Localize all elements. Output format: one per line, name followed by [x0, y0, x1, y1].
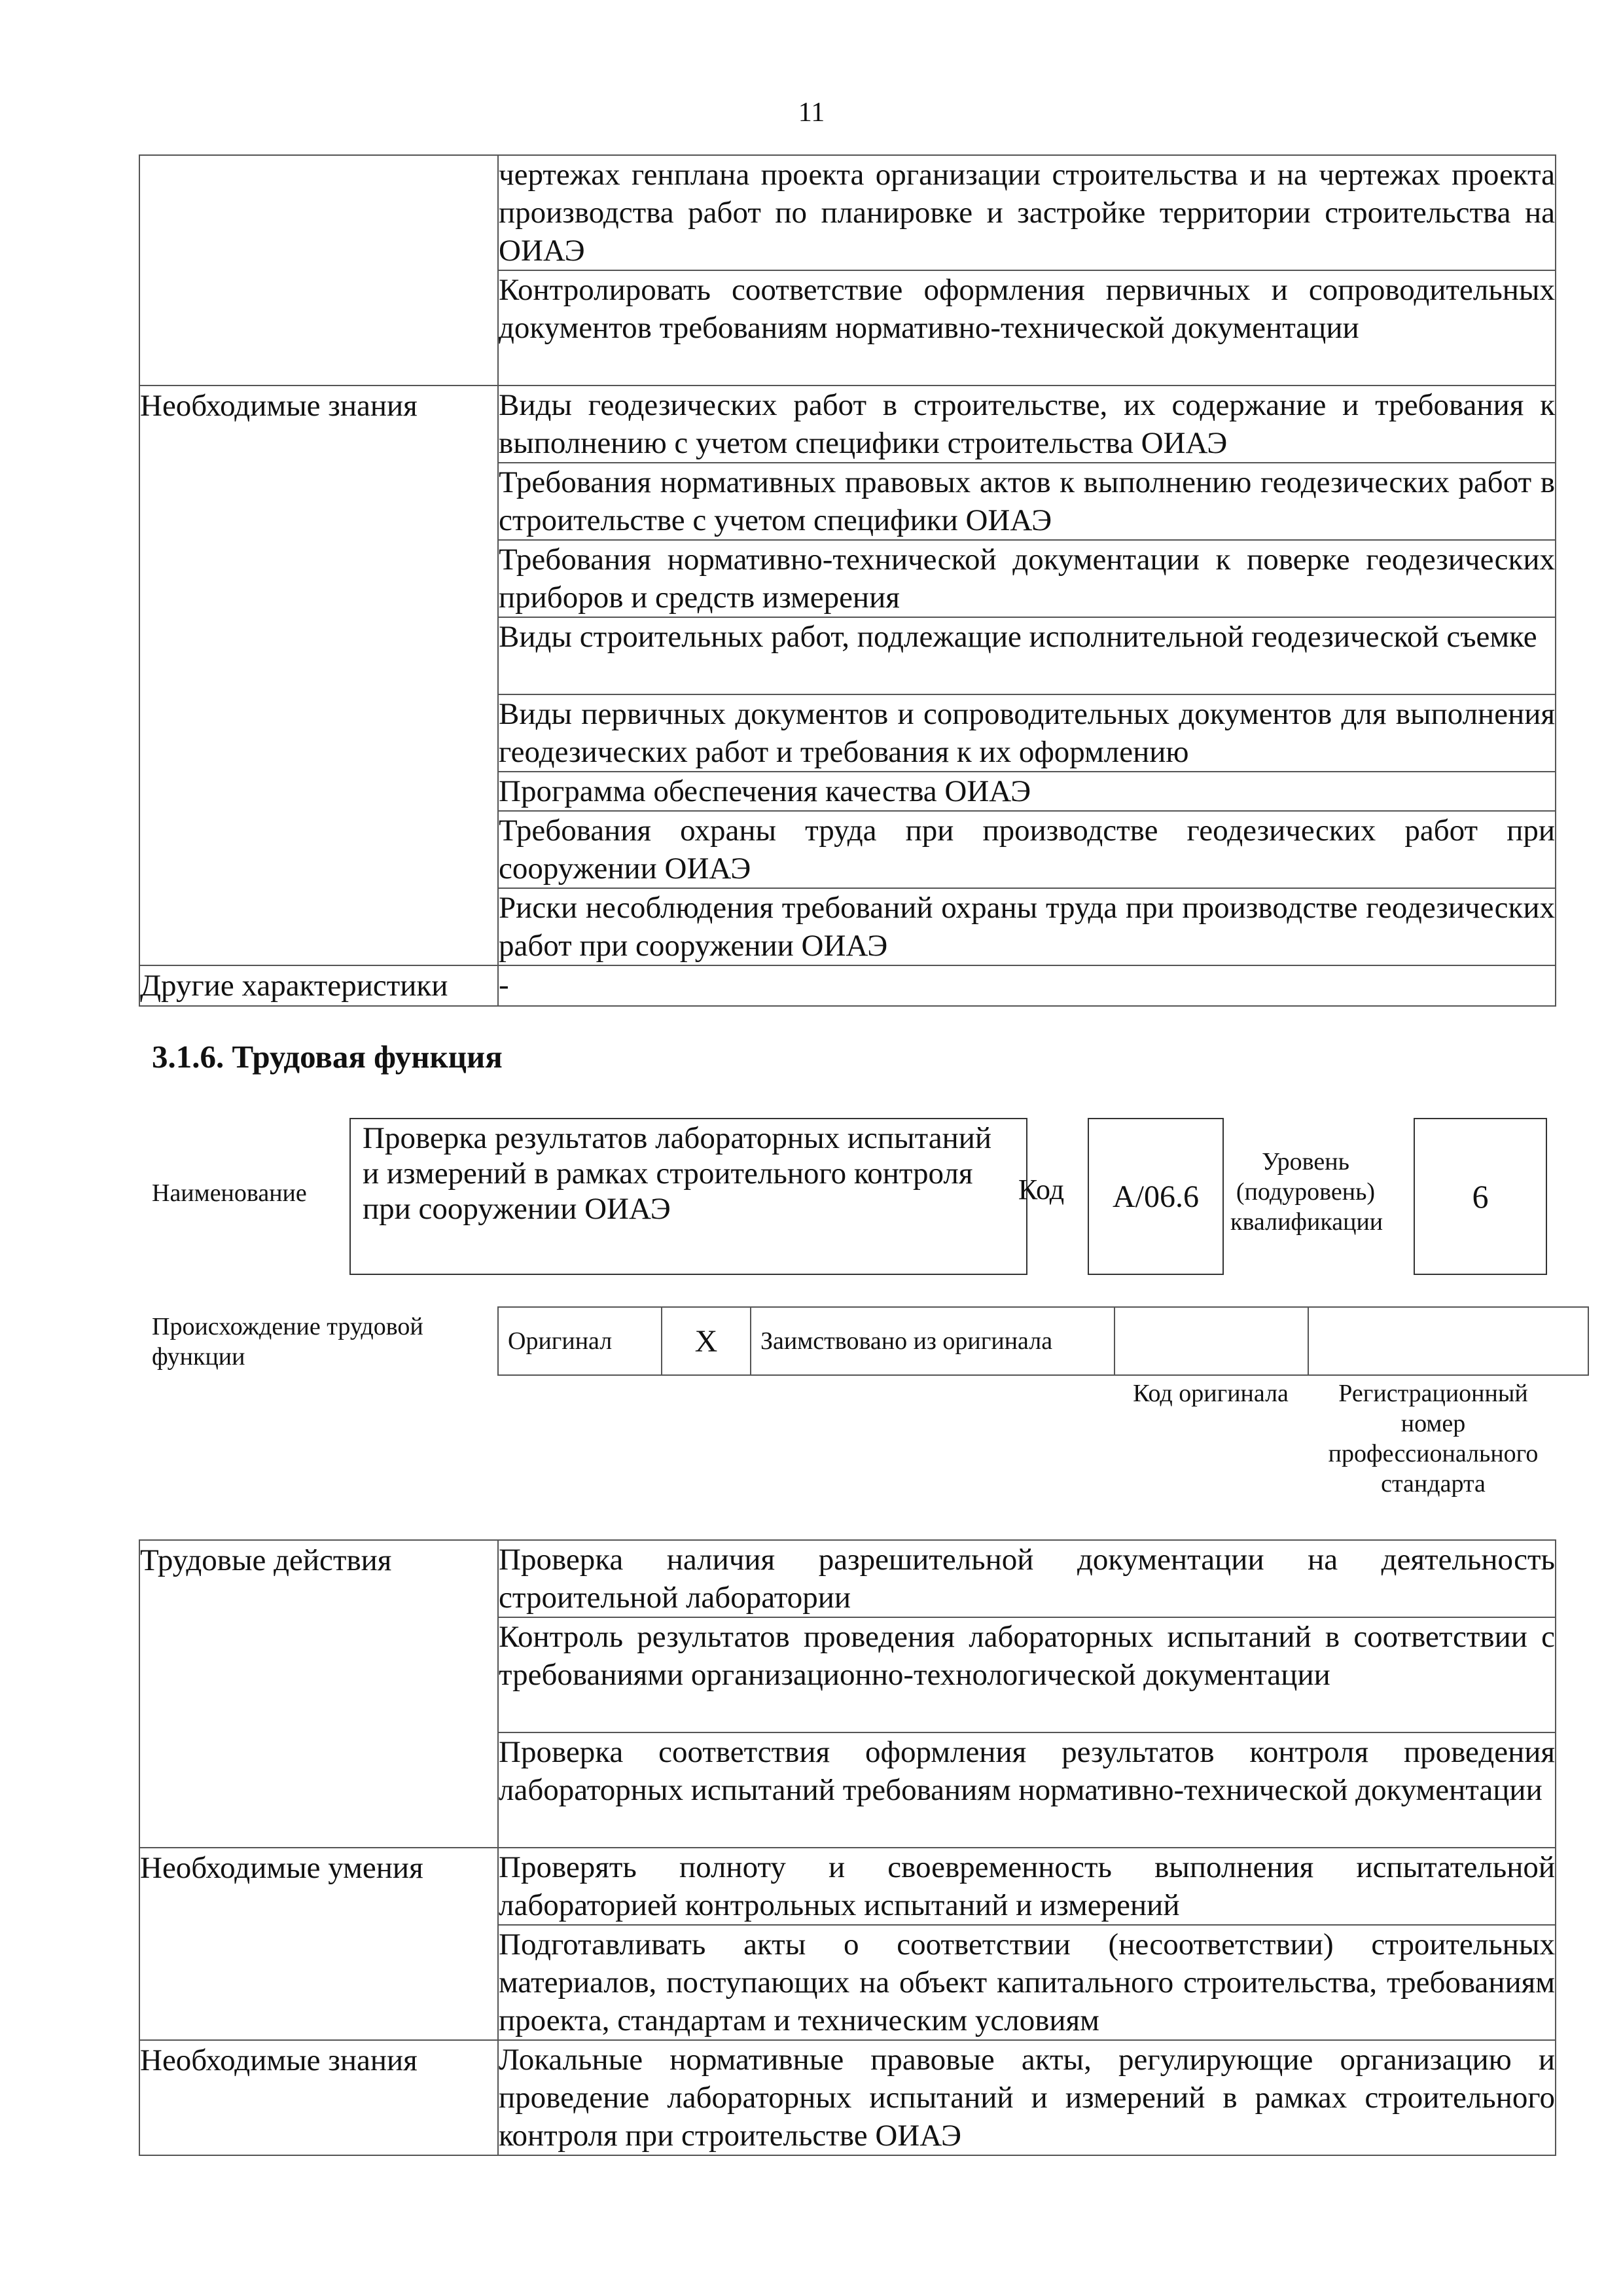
name-label: Наименование: [152, 1179, 307, 1207]
skill-item: Подготавливать акты о соответствии (несоответствии) строительных материалов, поступающих на объект капитального строительства, требованиям проекта, стандартам и техническим условиям: [498, 1925, 1556, 2040]
labor-function-table: [139, 1539, 1556, 2156]
row-label-other: Другие характеристики: [139, 965, 498, 1006]
knowledge-item: Риски несоблюдения требований охраны труда при производстве геодезических работ при сооружении ОИАЭ: [498, 888, 1556, 965]
level-box: 6: [1414, 1118, 1547, 1275]
table-row: [139, 386, 1556, 463]
other-item: -: [498, 965, 1556, 1006]
level-label: Уровень (подуровень) квалификации: [1230, 1148, 1383, 1236]
origin-reg-caption: Регистрационный номер профессионального стандарта: [1328, 1380, 1539, 1498]
table-row: [139, 965, 1556, 1006]
table-row: [498, 1307, 1588, 1375]
origin-code-cell: [1115, 1307, 1308, 1375]
table-row: [139, 1540, 1556, 1617]
requirements-table-continued: [139, 154, 1556, 1007]
knowledge-item: Требования охраны труда при производстве геодезических работ при сооружении ОИАЭ: [498, 811, 1556, 888]
knowledge-item: Виды первичных документов и сопроводительных документов для выполнения геодезических работ и требования к их оформлению: [498, 694, 1556, 772]
origin-reg-cell: [1308, 1307, 1588, 1375]
code-label: Код: [1018, 1174, 1065, 1206]
origin-table: [497, 1306, 1589, 1376]
row-label-actions: Трудовые действия: [139, 1540, 498, 1848]
row-label-skills: Необходимые умения: [139, 1848, 498, 2040]
row-label-empty: [139, 155, 498, 386]
skill-item: чертежах генплана проекта организации строительства и на чертежах проекта производства работ по планировке и застройке территории строительства на ОИАЭ: [498, 155, 1556, 270]
code-box: А/06.6: [1088, 1118, 1224, 1275]
function-name-box: Проверка результатов лабораторных испытаний и измерений в рамках строительного контроля при сооружении ОИАЭ: [349, 1118, 1027, 1275]
row-label-knowledge: Необходимые знания: [139, 2040, 498, 2155]
knowledge-item: Программа обеспечения качества ОИАЭ: [498, 772, 1556, 811]
skill-item: Контролировать соответствие оформления первичных и сопроводительных документов требованиям нормативно-технической документации: [498, 270, 1556, 386]
origin-original-cell: Оригинал: [498, 1307, 662, 1375]
knowledge-item: Локальные нормативные правовые акты, регулирующие организацию и проведение лабораторных испытаний и измерений в рамках строительного контроля при строительстве ОИАЭ: [498, 2040, 1556, 2155]
table-row: [139, 1848, 1556, 1925]
knowledge-item: Требования нормативных правовых актов к выполнению геодезических работ в строительстве с учетом специфики ОИАЭ: [498, 463, 1556, 540]
section-heading: 3.1.6. Трудовая функция: [152, 1039, 503, 1075]
action-item: Контроль результатов проведения лабораторных испытаний в соответствии с требованиями организационно-технологической документации: [498, 1617, 1556, 1732]
skill-item: Проверять полноту и своевременность выполнения испытательной лабораторией контрольных испытаний и измерений: [498, 1848, 1556, 1925]
origin-borrowed-cell: Заимствовано из оригинала: [751, 1307, 1115, 1375]
knowledge-item: Виды геодезических работ в строительстве, их содержание и требования к выполнению с учетом специфики строительства ОИАЭ: [498, 386, 1556, 463]
action-item: Проверка соответствия оформления результатов контроля проведения лабораторных испытаний требованиям нормативно-технической документации: [498, 1732, 1556, 1848]
origin-mark-cell: X: [662, 1307, 751, 1375]
table-row: [139, 155, 1556, 270]
action-item: Проверка наличия разрешительной документации на деятельность строительной лаборатории: [498, 1540, 1556, 1617]
origin-code-caption: Код оригинала: [1133, 1380, 1289, 1407]
table-row: [139, 2040, 1556, 2155]
origin-label: Происхождение трудовой функции: [152, 1313, 423, 1371]
knowledge-item: Виды строительных работ, подлежащие исполнительной геодезической съемке: [498, 617, 1556, 694]
page-number: 11: [798, 98, 825, 128]
knowledge-item: Требования нормативно-технической документации к поверке геодезических приборов и средств измерения: [498, 540, 1556, 617]
row-label-knowledge: Необходимые знания: [139, 386, 498, 965]
